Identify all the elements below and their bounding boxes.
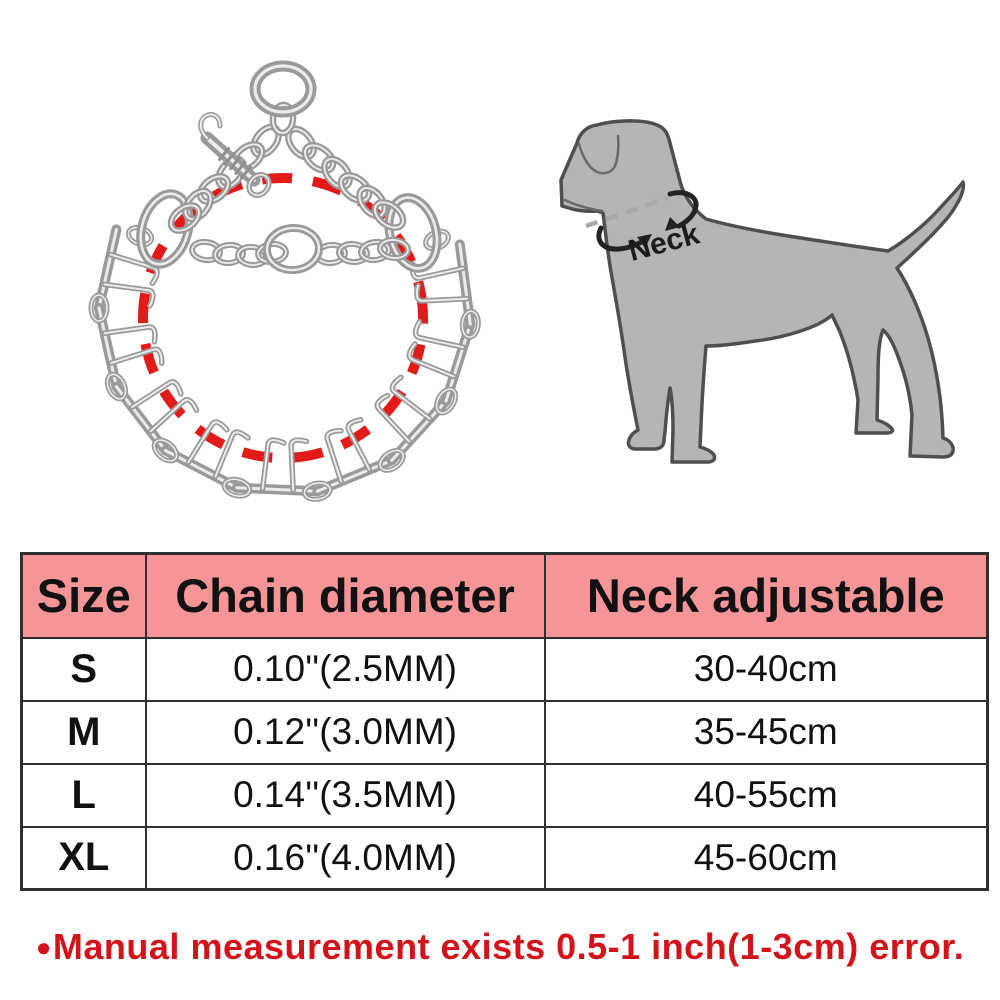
header-chain-diameter: Chain diameter (146, 554, 545, 638)
chain-diameter-l: 0.14''(3.5MM) (146, 764, 545, 827)
header-neck-adjustable: Neck adjustable (545, 554, 988, 638)
table-row-m (22, 701, 988, 764)
dog-silhouette-diagram (561, 121, 963, 462)
dog-body (561, 121, 963, 462)
table-row-xl (22, 827, 988, 890)
size-l: L (22, 764, 146, 827)
measurement-note (0, 926, 1000, 968)
size-table-header-row (22, 554, 988, 638)
chain-diameter-m: 0.12''(3.0MM) (146, 701, 545, 764)
chain-diameter-xl: 0.16''(4.0MM) (146, 827, 545, 890)
size-m: M (22, 701, 146, 764)
size-xl: XL (22, 827, 146, 890)
measurement-note-text: Manual measurement exists 0.5-1 inch(1-3cm) error. (52, 926, 965, 967)
neck-adjustable-l: 40-55cm (545, 764, 988, 827)
header-size: Size (22, 554, 146, 638)
size-s: S (22, 638, 146, 701)
neck-adjustable-m: 35-45cm (545, 701, 988, 764)
neck-adjustable-s: 30-40cm (545, 638, 988, 701)
prong-collar-photo (91, 66, 479, 501)
size-table (20, 552, 989, 891)
neck-label: Neck (624, 217, 703, 268)
table-row-l (22, 764, 988, 827)
bullet-icon: ● (35, 932, 52, 962)
chain-diameter-s: 0.10''(2.5MM) (146, 638, 545, 701)
neck-adjustable-xl: 45-60cm (545, 827, 988, 890)
table-row-s (22, 638, 988, 701)
